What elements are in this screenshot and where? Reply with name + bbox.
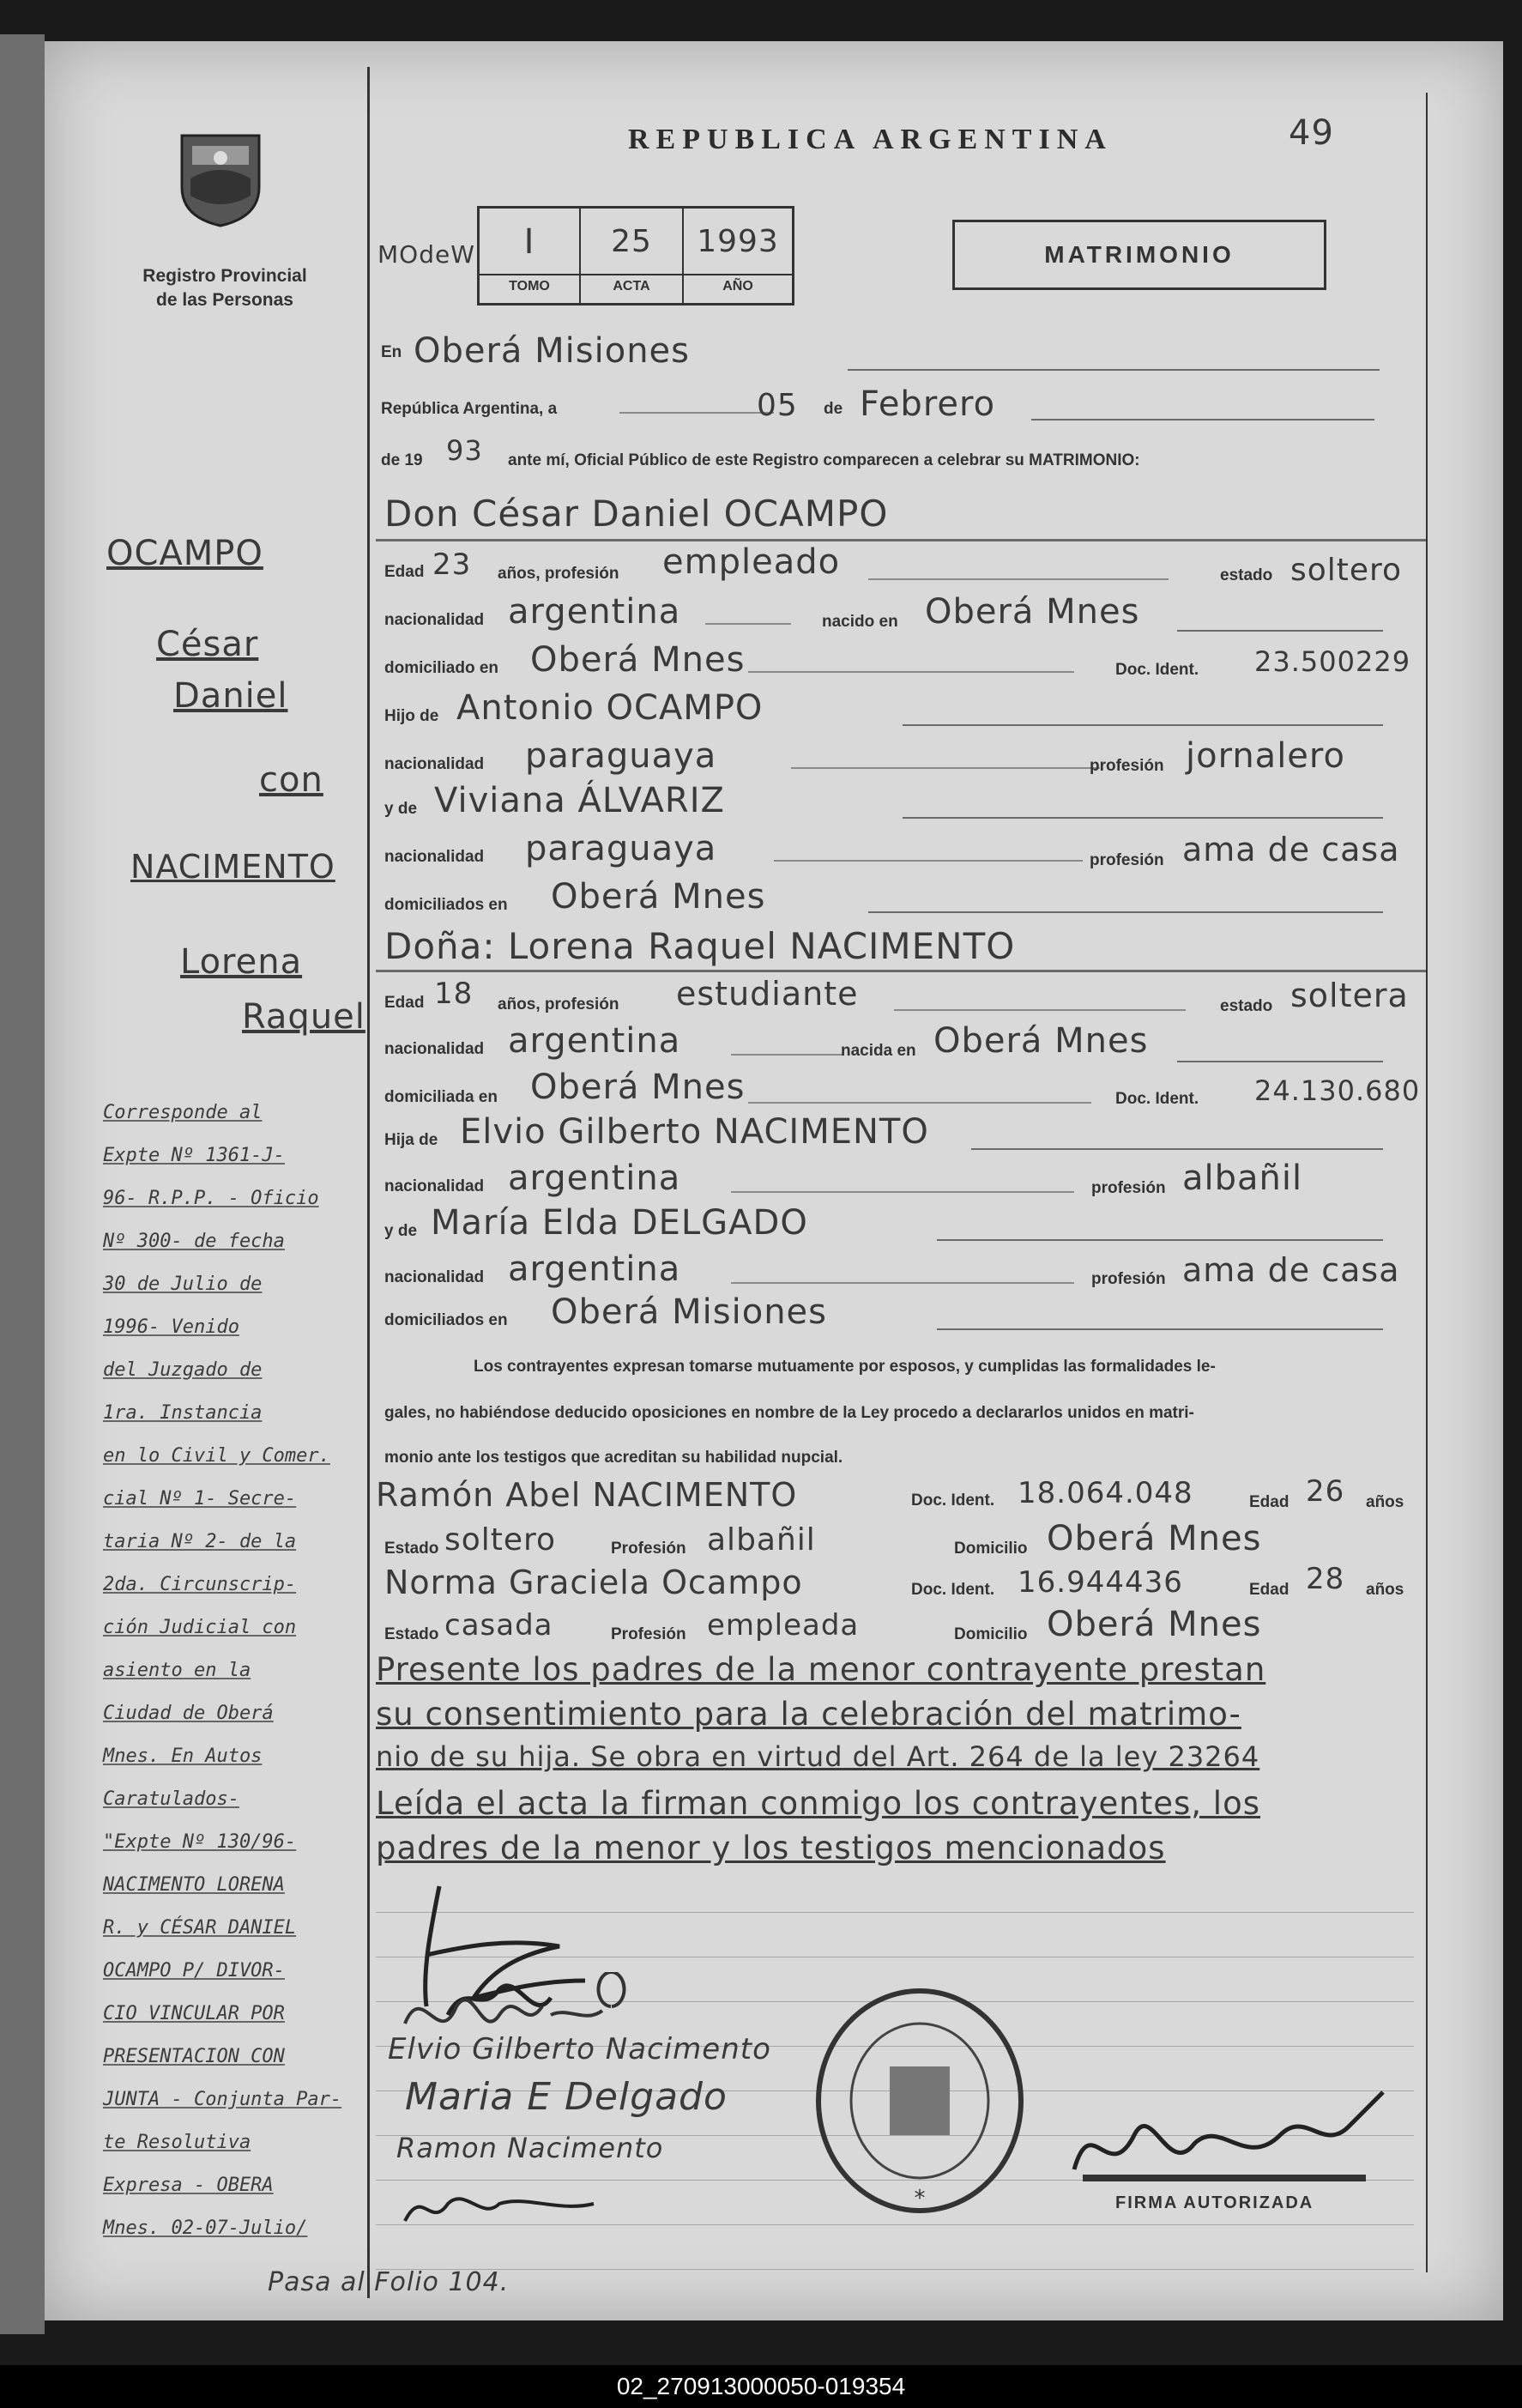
bride-fprof-label: profesión: [1091, 1179, 1166, 1197]
margin-annotation-line: cial Nº 1- Secre-: [103, 1488, 297, 1510]
margin-surname1: OCAMPO: [106, 534, 263, 573]
w1-doc-label: Doc. Ident.: [911, 1491, 995, 1510]
authorized-signature-label: FIRMA AUTORIZADA: [1115, 2193, 1314, 2212]
groom-mnac-label: nacionalidad: [384, 848, 485, 866]
bride-estado-label: estado: [1220, 997, 1273, 1015]
w1-edad: 26: [1306, 1474, 1345, 1509]
bride-father: Elvio Gilberto NACIMENTO: [460, 1112, 929, 1152]
groom-fprof-label: profesión: [1090, 757, 1164, 775]
margin-annotation-line: R. y CÉSAR DANIEL: [103, 1917, 297, 1939]
w2-prof-label: Profesión: [611, 1625, 686, 1643]
margin-given1b: Daniel: [173, 676, 288, 716]
margin-annotation-line: 96- R.P.P. - Oficio: [103, 1188, 319, 1209]
document-page: [45, 41, 1503, 2320]
ano-label: AÑO: [722, 279, 753, 293]
margin-annotation-line: Caratulados-: [103, 1788, 239, 1810]
margin-annotation-line: Nº 300- de fecha: [103, 1231, 285, 1252]
groom-pdom: Oberá Mnes: [551, 877, 766, 917]
bride-nacida-label: nacida en: [841, 1042, 916, 1060]
margin-annotation-line: asiento en la: [103, 1660, 251, 1681]
groom-pdom-label: domiciliados en: [384, 896, 508, 914]
margin-annotation-line: 30 de Julio de: [103, 1274, 263, 1295]
declaration-line3: monio ante los testigos que acreditan su habilidad nupcial.: [384, 1449, 843, 1467]
margin-annotation-line: Ciudad de Oberá: [103, 1703, 274, 1724]
margin-annotation-line: PRESENTACION CON: [103, 2046, 285, 2067]
margin-annotation-line: JUNTA - Conjunta Par-: [103, 2089, 342, 2110]
country-title: REPUBLICA ARGENTINA: [628, 124, 1113, 155]
groom-mother: Viviana ÁLVARIZ: [434, 781, 725, 820]
bride-edad: 18: [434, 977, 474, 1011]
groom-mnac: paraguaya: [525, 829, 717, 868]
margin-annotation-line: 1ra. Instancia: [103, 1402, 263, 1424]
groom-fnac-label: nacionalidad: [384, 755, 485, 773]
w2-edad: 28: [1306, 1562, 1345, 1596]
note-line: Leída el acta la firman conmigo los contrayentes, los: [376, 1785, 1260, 1822]
margin-annotation-line: Expte Nº 1361-J-: [103, 1145, 285, 1166]
bride-doc-label: Doc. Ident.: [1115, 1090, 1199, 1108]
groom-fprof: jornalero: [1186, 736, 1345, 776]
tomo-acta-box: [477, 206, 794, 306]
archive-id: 02_270913000050-019354: [616, 2373, 906, 2399]
w1-dom-label: Domicilio: [954, 1540, 1028, 1558]
acta-value: 25: [611, 224, 652, 259]
book-edge: [0, 34, 45, 2334]
svg-text:*: *: [914, 2186, 926, 2211]
w2-doc: 16.944436: [1018, 1565, 1183, 1600]
w1-prof-label: Profesión: [611, 1540, 686, 1558]
registry-line1: Registro Provincial: [142, 266, 307, 286]
republica-label: República Argentina, a: [381, 400, 558, 418]
en-label: En: [381, 343, 402, 361]
groom-prof-label: años, profesión: [498, 565, 619, 583]
bride-mprof-label: profesión: [1091, 1270, 1166, 1288]
margin-pasa-folio: Pasa al Folio 104.: [268, 2267, 510, 2297]
officer-signature-icon: [1057, 2084, 1400, 2195]
bride-nac-label: nacionalidad: [384, 1040, 485, 1058]
province-crest-icon: [173, 127, 268, 230]
bride-mother: María Elda DELGADO: [431, 1203, 808, 1243]
official-seal-icon: [808, 1981, 1031, 2221]
note-line: su consentimiento para la celebración del matrimo-: [376, 1696, 1241, 1733]
day-value: 05: [757, 388, 798, 423]
groom-fnac: paraguaya: [525, 736, 717, 776]
margin-annotation-line: ción Judicial con: [103, 1617, 297, 1638]
w1-anos-label: años: [1366, 1493, 1404, 1511]
margin-annotation-line: Mnes. En Autos: [103, 1745, 263, 1767]
w1-estado-label: Estado: [384, 1540, 439, 1558]
margin-annotation-line: taria Nº 2- de la: [103, 1531, 297, 1552]
statement: ante mí, Oficial Público de este Registro comparecen a celebrar su MATRIMONIO:: [508, 451, 1140, 469]
doc-type-box: [952, 220, 1326, 290]
mod-label: MOdeW: [377, 240, 475, 269]
margin-surname2: NACIMENTO: [130, 848, 335, 886]
bride-doc: 24.130.680: [1254, 1074, 1421, 1107]
w2-estado-label: Estado: [384, 1625, 439, 1643]
bride-dom: Oberá Mnes: [530, 1068, 746, 1107]
witness2-signature-icon: [388, 2169, 611, 2238]
margin-annotation-line: OCAMPO P/ DIVOR-: [103, 1960, 285, 1981]
groom-name: Don César Daniel OCAMPO: [384, 493, 889, 535]
groom-hijo-label: Hijo de: [384, 707, 439, 725]
doc-type-title: MATRIMONIO: [1044, 241, 1235, 268]
witness1-name: Ramón Abel NACIMENTO: [376, 1476, 798, 1514]
groom-doc: 23.500229: [1254, 645, 1411, 678]
margin-given2a: Lorena: [180, 942, 303, 982]
witness-signature: Ramon Nacimento: [396, 2132, 664, 2164]
margin-given1a: César: [156, 625, 259, 664]
w1-estado: soltero: [444, 1522, 557, 1558]
w2-dom-label: Domicilio: [954, 1625, 1028, 1643]
archive-id-bar: [0, 2365, 1522, 2408]
bride-mnac-label: nacionalidad: [384, 1268, 485, 1286]
groom-mprof: ama de casa: [1182, 831, 1400, 868]
w2-prof: empleada: [707, 1608, 860, 1643]
note-line: nio de su hija. Se obra en virtud del Art. 264 de la ley 23264: [376, 1740, 1260, 1773]
groom-dom-label: domiciliado en: [384, 659, 499, 677]
groom-nac-label: nacionalidad: [384, 611, 485, 629]
margin-annotation-line: Corresponde al: [103, 1102, 263, 1123]
note-line: Presente los padres de la menor contrayente prestan: [376, 1651, 1266, 1688]
bride-fprof: albañil: [1182, 1159, 1303, 1198]
w2-edad-label: Edad: [1249, 1581, 1289, 1599]
groom-edad-label: Edad: [384, 563, 425, 581]
declaration-line2: gales, no habiéndose deducido oposiciones en nombre de la Ley procedo a declararlos unidos en matri-: [384, 1404, 1194, 1422]
margin-annotation-line: CIO VINCULAR POR: [103, 2003, 285, 2024]
margin-annotation-line: Expresa - OBERA: [103, 2175, 274, 2196]
witness2-name: Norma Graciela Ocampo: [384, 1564, 803, 1601]
margin-annotation-line: 2da. Circunscrip-: [103, 1574, 297, 1595]
note-line: padres de la menor y los testigos mencionados: [376, 1830, 1166, 1867]
w2-anos-label: años: [1366, 1581, 1404, 1599]
bride-pdom: Oberá Misiones: [551, 1292, 828, 1332]
bride-yde-label: y de: [384, 1222, 418, 1240]
margin-annotation-line: Mnes. 02-07-Julio/: [103, 2217, 308, 2239]
groom-profesion: empleado: [662, 542, 841, 582]
bride-estado: soltera: [1290, 977, 1409, 1014]
groom-nac: argentina: [508, 592, 681, 632]
margin-annotation-line: en lo Civil y Comer.: [103, 1445, 330, 1467]
bride-name: Doña: Lorena Raquel NACIMENTO: [384, 925, 1016, 967]
groom-doc-label: Doc. Ident.: [1115, 661, 1199, 679]
margin-con: con: [259, 760, 323, 800]
bride-fnac: argentina: [508, 1159, 681, 1198]
declaration-line1: Los contrayentes expresan tomarse mutuamente por esposos, y cumplidas las formalidades le-: [474, 1358, 1216, 1376]
margin-given2b: Raquel: [242, 997, 365, 1037]
w2-doc-label: Doc. Ident.: [911, 1581, 995, 1599]
groom-father: Antonio OCAMPO: [456, 688, 764, 728]
father-signature: Elvio Gilberto Nacimento: [388, 2032, 771, 2066]
w1-doc: 18.064.048: [1018, 1476, 1193, 1510]
groom-nacido-label: nacido en: [822, 613, 898, 631]
margin-annotation-line: del Juzgado de: [103, 1359, 263, 1381]
margin-annotation-line: 1996- Venido: [103, 1316, 239, 1338]
year-prefix: de 19: [381, 451, 423, 469]
bride-profesion: estudiante: [676, 975, 859, 1013]
margin-divider: [367, 67, 370, 2298]
w2-dom: Oberá Mnes: [1047, 1605, 1262, 1644]
bride-pdom-label: domiciliados en: [384, 1311, 508, 1329]
groom-dom: Oberá Mnes: [530, 640, 746, 680]
bride-prof-label: años, profesión: [498, 995, 619, 1013]
bride-mprof: ama de casa: [1182, 1251, 1400, 1289]
year-value: 93: [446, 434, 483, 467]
margin-annotation-line: te Resolutiva: [103, 2132, 251, 2153]
groom-yde-label: y de: [384, 800, 418, 818]
bride-fnac-label: nacionalidad: [384, 1177, 485, 1195]
w1-prof: albañil: [707, 1522, 816, 1558]
margin-annotation-line: NACIMENTO LORENA: [103, 1874, 285, 1896]
ano-value: 1993: [697, 224, 779, 259]
bride-edad-label: Edad: [384, 994, 425, 1012]
groom-edad: 23: [432, 548, 472, 582]
margin-annotation-line: "Expte Nº 130/96-: [103, 1831, 297, 1853]
bride-hija-label: Hija de: [384, 1131, 438, 1149]
folio-number: 49: [1289, 113, 1334, 153]
w1-edad-label: Edad: [1249, 1493, 1289, 1511]
tomo-label: TOMO: [509, 279, 550, 293]
w2-estado: casada: [444, 1608, 553, 1643]
right-border: [1426, 93, 1428, 2272]
place-value: Oberá Misiones: [414, 331, 691, 371]
groom-estado-label: estado: [1220, 566, 1273, 584]
tomo-value: I: [523, 222, 535, 262]
bride-mnac: argentina: [508, 1249, 681, 1289]
bride-dom-label: domiciliada en: [384, 1088, 498, 1106]
mother-signature: Maria E Delgado: [405, 2075, 728, 2119]
groom-estado: soltero: [1290, 553, 1403, 588]
month-value: Febrero: [860, 384, 996, 424]
bride-nac: argentina: [508, 1021, 681, 1061]
groom-nacido: Oberá Mnes: [925, 592, 1140, 632]
w1-dom: Oberá Mnes: [1047, 1519, 1262, 1558]
acta-label: ACTA: [613, 279, 650, 293]
registry-line2: de las Personas: [156, 290, 293, 310]
de-label: de: [824, 400, 843, 418]
groom-mprof-label: profesión: [1090, 851, 1164, 869]
bride-nacida: Oberá Mnes: [933, 1021, 1149, 1061]
